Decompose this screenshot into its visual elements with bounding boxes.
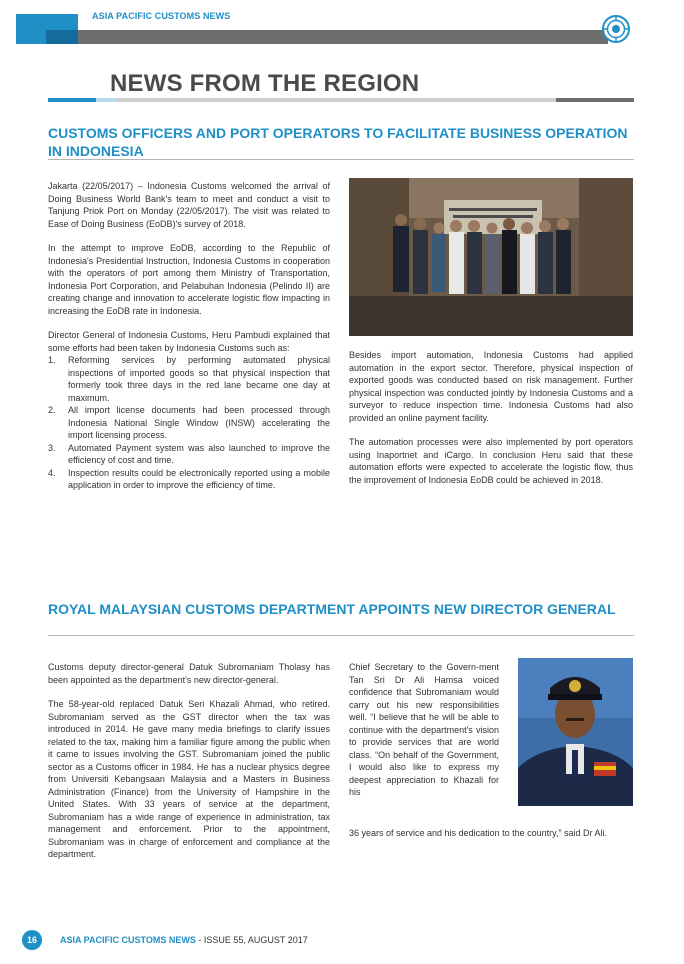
list-text: Reforming services by performing automated physical inspections of imported goods so that physical inspection that formerly took three days in the red lane became one day at maximum. [68,355,330,403]
paragraph: The automation processes were also implemented by port operators using Inaportnet and iCargo. In conclusion Heru said that these automation efforts were expected to accelerate the logistic flow, thus the improvement of Indonesia EoDB could be achieved in 2018. [349,437,633,485]
list-text: Automated Payment system was also launched to improve the efficiency of cost and time. [68,442,330,465]
paragraph: Besides import automation, Indonesia Customs had applied automation in the export sector. Therefore, physical inspection of exported goods was conducted based on risk management. Further physical inspection was conducted jointly by Indonesia Customs and a surveyor to reduce inspection time. Indonesia Customs had also provided an online payment facility. [349,350,633,423]
footer [60,935,308,945]
list-number: 2. [48,405,56,415]
group-photo-image [349,178,633,336]
list-number: 1. [48,355,56,365]
list-item [48,404,330,442]
wco-logo-icon [602,15,630,43]
article2-right-wrapped-text: Chief Secretary to the Govern-ment Tan Sri Dr Ali Hamsa voiced confidence that Subromaniam would carry out his new responsibilities well. “I believe that he will be able to continue with the department's vision to provide services that are world class. “On behalf of the Government, I would also like to express my deepest appreciation to Khazali for his [349,662,499,797]
list-item [48,442,330,467]
article-title-indonesia: CUSTOMS OFFICERS AND PORT OPERATORS TO FACILITATE BUSINESS OPERATION IN INDONESIA [48,125,628,159]
page-number: 16 [22,930,42,950]
paragraph: Director General of Indonesia Customs, Heru Pambudi explained that some efforts had been taken by Indonesia Customs such as: [48,330,330,353]
list-number: 3. [48,442,56,453]
footer-publication: ASIA PACIFIC CUSTOMS NEWS [60,935,196,945]
footer-issue: - ISSUE 55, AUGUST 2017 [195,935,308,945]
paragraph: Jakarta (22/05/2017) – Indonesia Customs welcomed the arrival of Doing Business World Bank's team to meet and conduct a visit to Tanjung Priok Port on Monday (22/05/2017). The visit was related to Ease of Doing Business (EoDB)'s survey of 2018. [48,181,330,229]
list-text: Inspection results could be electronically reported using a mobile application in order to improve the efficiency of time. [68,467,330,490]
header-publication-title: ASIA PACIFIC CUSTOMS NEWS [92,11,231,21]
article1-right-column [349,349,633,498]
list-item [48,467,330,492]
efforts-list [48,354,330,492]
paragraph: Customs deputy director-general Datuk Subromaniam Tholasy has been appointed as the department's new director-general. [48,662,330,685]
paragraph: In the attempt to improve EoDB, according to the Republic of Indonesia's Presidential Instruction, Indonesia Customs in cooperation with the operators of port among them Ministry of Transportation, Indonesia Port Corporation, and Pelabuhan Indonesia (Pelindo II) are creating change and innovation to accelerate logistic flow impacting in increasing the EoDB rate in Indonesia. [48,243,330,316]
article2-right-full-text: 36 years of service and his dedication to the country,” said Dr Ali. [349,828,607,838]
header-bar [78,30,608,44]
section-title-bar [116,98,556,102]
article2-left-column [48,661,330,873]
section-title-bar [48,98,96,102]
director-portrait-image [518,658,633,806]
header-accent-block-dark [46,30,78,44]
list-number: 4. [48,467,56,478]
section-title: NEWS FROM THE REGION [110,70,420,97]
paragraph: The 58-year-old replaced Datuk Seri Khazali Ahmad, who retired. Subromaniam served as the GST director when the tax was introduced in 2014. He gave many media briefings to clarify issues related to the tax, making him a familiar figure among the public when it came to issues involving the GST. Subromaniam joined the public sector as a Customs officer in 1984. He has a nuclear physics degree from Universiti Kebangsaan Malaysia and a Masters in Business Administration (Finance) from the University of Hampshire in the United States. With 33 years of service at the department, Subromaniam has a wide range of experience in administration, tax management and enforcement. Prior to the appointment, Subromaniam was in charge of enforcement and compliance at the department. [48,699,330,859]
list-text: All import license documents had been processed through Indonesia National Single Window (INSW) accelerating the import licensing process. [68,405,330,440]
article-divider [48,635,634,636]
article-divider [48,159,634,160]
article-title-malaysia: ROYAL MALAYSIAN CUSTOMS DEPARTMENT APPOINTS NEW DIRECTOR GENERAL [48,601,616,617]
list-item [48,354,330,404]
section-title-bar [556,98,634,102]
article1-left-column [48,180,330,492]
section-title-bar [96,98,116,102]
